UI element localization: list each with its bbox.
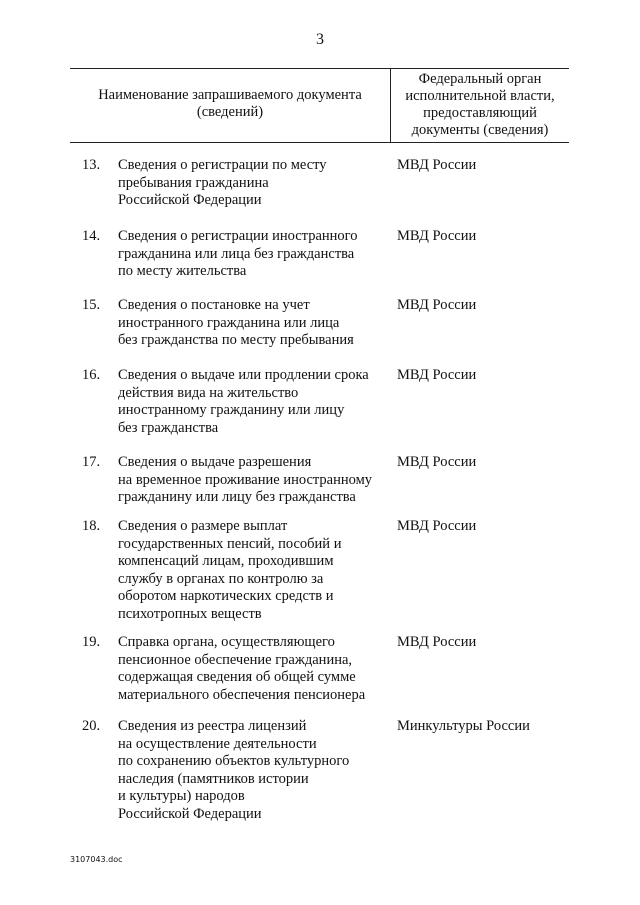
row-document: Сведения о регистрации иностранного гражданина или лица без гражданства по месту жительства xyxy=(118,228,358,279)
header-document-name: Наименование запрашиваемого документа (сведений) xyxy=(98,87,362,120)
row-number: 18. xyxy=(82,518,101,534)
row-agency: МВД России xyxy=(397,367,477,383)
row-document: Сведения из реестра лицензий на осуществление деятельности по сохранению объектов культурного наследия (памятников истории и культуры) народов Российской Федерации xyxy=(118,718,350,822)
row-agency: МВД России xyxy=(397,157,477,173)
row-number: 20. xyxy=(82,718,101,734)
table-header xyxy=(70,68,569,143)
header-federal-agency: Федеральный орган исполнительной власти, предоставляющий документы (сведения) xyxy=(405,71,555,138)
row-agency: Минкультуры России xyxy=(397,718,530,734)
row-agency: МВД России xyxy=(397,228,477,244)
row-number: 19. xyxy=(82,634,101,650)
row-agency: МВД России xyxy=(397,454,477,470)
row-number: 15. xyxy=(82,297,101,313)
footer-filename: 3107043.doc xyxy=(70,855,123,864)
page-number: 3 xyxy=(316,31,324,48)
row-number: 16. xyxy=(82,367,101,383)
row-document: Справка органа, осуществляющего пенсионное обеспечение гражданина, содержащая сведения об общей сумме материального обеспечения пенсионера xyxy=(118,634,366,703)
row-number: 17. xyxy=(82,454,101,470)
row-agency: МВД России xyxy=(397,634,477,650)
row-document: Сведения о выдаче разрешения на временное проживание иностранному гражданину или лицу без гражданства xyxy=(118,454,373,505)
row-number: 14. xyxy=(82,228,101,244)
row-document: Сведения о постановке на учет иностранного гражданина или лица без гражданства по месту пребывания xyxy=(118,297,354,348)
row-document: Сведения о выдаче или продлении срока действия вида на жительство иностранному гражданину или лицу без гражданства xyxy=(118,367,369,436)
row-agency: МВД России xyxy=(397,518,477,534)
row-document: Сведения о размере выплат государственных пенсий, пособий и компенсаций лицам, проходившим службу в органах по контролю за оборотом наркотических средств и психотропных веществ xyxy=(118,518,342,622)
row-number: 13. xyxy=(82,157,101,173)
row-agency: МВД России xyxy=(397,297,477,313)
row-document: Сведения о регистрации по месту пребывания гражданина Российской Федерации xyxy=(118,157,327,208)
